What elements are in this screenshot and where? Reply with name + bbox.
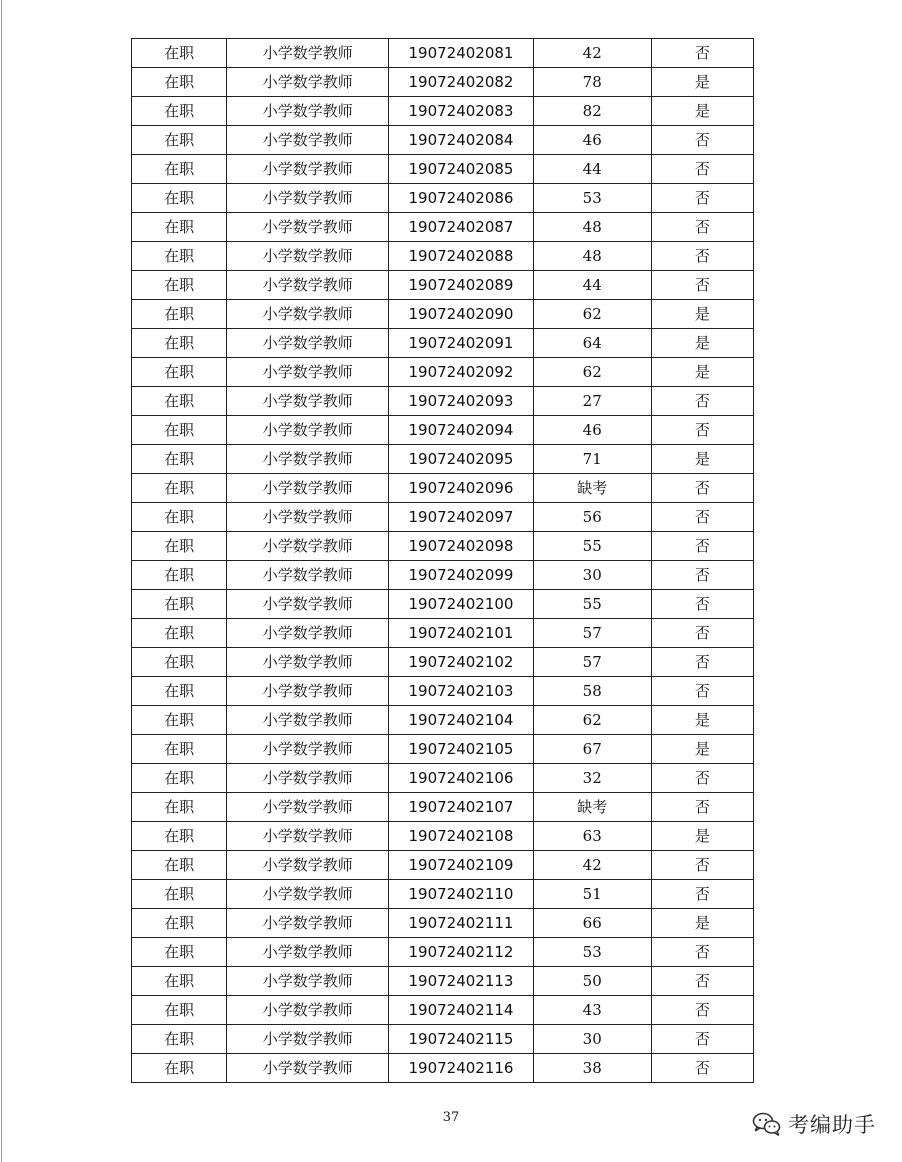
table-row <box>132 880 754 909</box>
watermark-text: 考编助手 <box>788 1113 876 1137</box>
score-cell: 63 <box>533 822 651 851</box>
qualified-cell: 否 <box>651 590 753 619</box>
qualified-cell: 否 <box>651 648 753 677</box>
score-cell: 67 <box>533 735 651 764</box>
score-cell: 53 <box>533 938 651 967</box>
post-cell: 小学数学教师 <box>227 938 389 967</box>
post-cell: 小学数学教师 <box>227 880 389 909</box>
qualified-cell: 是 <box>651 300 753 329</box>
table-row <box>132 793 754 822</box>
post-cell: 小学数学教师 <box>227 329 389 358</box>
score-cell: 缺考 <box>533 793 651 822</box>
post-cell: 小学数学教师 <box>227 503 389 532</box>
qualified-cell: 否 <box>651 474 753 503</box>
candidate-id-cell: 19072402085 <box>389 155 533 184</box>
post-cell: 小学数学教师 <box>227 793 389 822</box>
candidate-id-cell: 19072402107 <box>389 793 533 822</box>
score-cell: 62 <box>533 300 651 329</box>
score-cell: 48 <box>533 213 651 242</box>
candidate-id-cell: 19072402082 <box>389 68 533 97</box>
table-row <box>132 416 754 445</box>
candidate-id-cell: 19072402103 <box>389 677 533 706</box>
table-row <box>132 822 754 851</box>
candidate-id-cell: 19072402100 <box>389 590 533 619</box>
page-number: 37 <box>442 1110 460 1125</box>
status-cell: 在职 <box>132 619 227 648</box>
score-cell: 64 <box>533 329 651 358</box>
watermark <box>752 1106 876 1142</box>
wechat-icon <box>752 1111 782 1137</box>
post-cell: 小学数学教师 <box>227 68 389 97</box>
status-cell: 在职 <box>132 416 227 445</box>
qualified-cell: 否 <box>651 996 753 1025</box>
status-cell: 在职 <box>132 358 227 387</box>
qualified-cell: 是 <box>651 909 753 938</box>
post-cell: 小学数学教师 <box>227 909 389 938</box>
table-row <box>132 532 754 561</box>
qualified-cell: 是 <box>651 358 753 387</box>
table-row <box>132 503 754 532</box>
qualified-cell: 否 <box>651 1025 753 1054</box>
table-row <box>132 242 754 271</box>
post-cell: 小学数学教师 <box>227 358 389 387</box>
score-cell: 55 <box>533 590 651 619</box>
table-body <box>132 39 754 1083</box>
score-cell: 32 <box>533 764 651 793</box>
status-cell: 在职 <box>132 938 227 967</box>
score-cell: 30 <box>533 1025 651 1054</box>
table-row <box>132 996 754 1025</box>
qualified-cell: 否 <box>651 793 753 822</box>
candidate-id-cell: 19072402094 <box>389 416 533 445</box>
candidate-id-cell: 19072402088 <box>389 242 533 271</box>
table-row <box>132 590 754 619</box>
post-cell: 小学数学教师 <box>227 590 389 619</box>
status-cell: 在职 <box>132 271 227 300</box>
qualified-cell: 否 <box>651 880 753 909</box>
post-cell: 小学数学教师 <box>227 300 389 329</box>
status-cell: 在职 <box>132 68 227 97</box>
qualified-cell: 否 <box>651 184 753 213</box>
qualified-cell: 否 <box>651 851 753 880</box>
score-cell: 56 <box>533 503 651 532</box>
score-cell: 58 <box>533 677 651 706</box>
score-cell: 27 <box>533 387 651 416</box>
table-row <box>132 39 754 68</box>
candidate-id-cell: 19072402105 <box>389 735 533 764</box>
status-cell: 在职 <box>132 242 227 271</box>
status-cell: 在职 <box>132 648 227 677</box>
status-cell: 在职 <box>132 503 227 532</box>
candidate-id-cell: 19072402097 <box>389 503 533 532</box>
score-cell: 55 <box>533 532 651 561</box>
table-row <box>132 387 754 416</box>
table-row <box>132 648 754 677</box>
status-cell: 在职 <box>132 445 227 474</box>
table-row <box>132 735 754 764</box>
status-cell: 在职 <box>132 97 227 126</box>
status-cell: 在职 <box>132 126 227 155</box>
candidate-id-cell: 19072402112 <box>389 938 533 967</box>
qualified-cell: 是 <box>651 735 753 764</box>
candidate-id-cell: 19072402111 <box>389 909 533 938</box>
status-cell: 在职 <box>132 706 227 735</box>
candidate-id-cell: 19072402101 <box>389 619 533 648</box>
candidate-id-cell: 19072402104 <box>389 706 533 735</box>
post-cell: 小学数学教师 <box>227 1025 389 1054</box>
status-cell: 在职 <box>132 184 227 213</box>
score-cell: 42 <box>533 851 651 880</box>
status-cell: 在职 <box>132 1025 227 1054</box>
post-cell: 小学数学教师 <box>227 561 389 590</box>
status-cell: 在职 <box>132 300 227 329</box>
status-cell: 在职 <box>132 822 227 851</box>
candidate-id-cell: 19072402087 <box>389 213 533 242</box>
score-cell: 46 <box>533 126 651 155</box>
score-cell: 51 <box>533 880 651 909</box>
score-cell: 44 <box>533 271 651 300</box>
qualified-cell: 否 <box>651 532 753 561</box>
qualified-cell: 否 <box>651 503 753 532</box>
candidate-id-cell: 19072402093 <box>389 387 533 416</box>
candidate-id-cell: 19072402110 <box>389 880 533 909</box>
qualified-cell: 是 <box>651 68 753 97</box>
status-cell: 在职 <box>132 909 227 938</box>
status-cell: 在职 <box>132 793 227 822</box>
candidate-id-cell: 19072402095 <box>389 445 533 474</box>
candidate-id-cell: 19072402086 <box>389 184 533 213</box>
qualified-cell: 否 <box>651 561 753 590</box>
post-cell: 小学数学教师 <box>227 735 389 764</box>
post-cell: 小学数学教师 <box>227 213 389 242</box>
post-cell: 小学数学教师 <box>227 155 389 184</box>
candidate-id-cell: 19072402098 <box>389 532 533 561</box>
candidate-id-cell: 19072402099 <box>389 561 533 590</box>
status-cell: 在职 <box>132 213 227 242</box>
table-row <box>132 851 754 880</box>
candidate-id-cell: 19072402084 <box>389 126 533 155</box>
status-cell: 在职 <box>132 735 227 764</box>
post-cell: 小学数学教师 <box>227 851 389 880</box>
score-cell: 42 <box>533 39 651 68</box>
status-cell: 在职 <box>132 590 227 619</box>
status-cell: 在职 <box>132 329 227 358</box>
post-cell: 小学数学教师 <box>227 1054 389 1083</box>
table-row <box>132 706 754 735</box>
score-cell: 82 <box>533 97 651 126</box>
status-cell: 在职 <box>132 387 227 416</box>
qualified-cell: 否 <box>651 39 753 68</box>
post-cell: 小学数学教师 <box>227 822 389 851</box>
candidate-id-cell: 19072402092 <box>389 358 533 387</box>
score-cell: 50 <box>533 967 651 996</box>
candidate-id-cell: 19072402083 <box>389 97 533 126</box>
table-row <box>132 126 754 155</box>
score-cell: 缺考 <box>533 474 651 503</box>
qualified-cell: 是 <box>651 822 753 851</box>
qualified-cell: 否 <box>651 155 753 184</box>
table-row <box>132 300 754 329</box>
post-cell: 小学数学教师 <box>227 387 389 416</box>
status-cell: 在职 <box>132 764 227 793</box>
candidate-id-cell: 19072402109 <box>389 851 533 880</box>
table-row <box>132 184 754 213</box>
table-row <box>132 764 754 793</box>
candidate-id-cell: 19072402116 <box>389 1054 533 1083</box>
table-row <box>132 155 754 184</box>
qualified-cell: 否 <box>651 967 753 996</box>
candidate-id-cell: 19072402115 <box>389 1025 533 1054</box>
score-cell: 62 <box>533 706 651 735</box>
status-cell: 在职 <box>132 967 227 996</box>
qualified-cell: 否 <box>651 764 753 793</box>
status-cell: 在职 <box>132 561 227 590</box>
candidate-id-cell: 19072402114 <box>389 996 533 1025</box>
qualified-cell: 否 <box>651 242 753 271</box>
qualified-cell: 否 <box>651 677 753 706</box>
qualified-cell: 否 <box>651 1054 753 1083</box>
table-row <box>132 97 754 126</box>
score-cell: 30 <box>533 561 651 590</box>
status-cell: 在职 <box>132 677 227 706</box>
table-row <box>132 967 754 996</box>
score-cell: 57 <box>533 648 651 677</box>
table-row <box>132 677 754 706</box>
post-cell: 小学数学教师 <box>227 97 389 126</box>
status-cell: 在职 <box>132 532 227 561</box>
score-table <box>131 38 754 1083</box>
table-row <box>132 68 754 97</box>
table-row <box>132 445 754 474</box>
candidate-id-cell: 19072402102 <box>389 648 533 677</box>
candidate-id-cell: 19072402113 <box>389 967 533 996</box>
table-row <box>132 561 754 590</box>
score-cell: 43 <box>533 996 651 1025</box>
post-cell: 小学数学教师 <box>227 474 389 503</box>
qualified-cell: 否 <box>651 126 753 155</box>
post-cell: 小学数学教师 <box>227 677 389 706</box>
status-cell: 在职 <box>132 155 227 184</box>
qualified-cell: 否 <box>651 271 753 300</box>
candidate-id-cell: 19072402106 <box>389 764 533 793</box>
post-cell: 小学数学教师 <box>227 416 389 445</box>
score-cell: 57 <box>533 619 651 648</box>
post-cell: 小学数学教师 <box>227 764 389 793</box>
post-cell: 小学数学教师 <box>227 619 389 648</box>
post-cell: 小学数学教师 <box>227 184 389 213</box>
table-row <box>132 329 754 358</box>
score-cell: 46 <box>533 416 651 445</box>
qualified-cell: 是 <box>651 445 753 474</box>
post-cell: 小学数学教师 <box>227 126 389 155</box>
table-row <box>132 619 754 648</box>
post-cell: 小学数学教师 <box>227 532 389 561</box>
qualified-cell: 否 <box>651 387 753 416</box>
post-cell: 小学数学教师 <box>227 706 389 735</box>
score-cell: 78 <box>533 68 651 97</box>
post-cell: 小学数学教师 <box>227 967 389 996</box>
status-cell: 在职 <box>132 1054 227 1083</box>
table-row <box>132 1025 754 1054</box>
table-row <box>132 213 754 242</box>
candidate-id-cell: 19072402096 <box>389 474 533 503</box>
post-cell: 小学数学教师 <box>227 445 389 474</box>
status-cell: 在职 <box>132 851 227 880</box>
page-edge <box>1 0 2 1162</box>
qualified-cell: 是 <box>651 706 753 735</box>
qualified-cell: 否 <box>651 213 753 242</box>
candidate-id-cell: 19072402091 <box>389 329 533 358</box>
score-cell: 62 <box>533 358 651 387</box>
status-cell: 在职 <box>132 996 227 1025</box>
candidate-id-cell: 19072402108 <box>389 822 533 851</box>
table-row <box>132 938 754 967</box>
qualified-cell: 否 <box>651 416 753 445</box>
post-cell: 小学数学教师 <box>227 242 389 271</box>
post-cell: 小学数学教师 <box>227 39 389 68</box>
post-cell: 小学数学教师 <box>227 648 389 677</box>
table-row <box>132 474 754 503</box>
score-cell: 44 <box>533 155 651 184</box>
table-row <box>132 909 754 938</box>
candidate-id-cell: 19072402090 <box>389 300 533 329</box>
table-row <box>132 271 754 300</box>
status-cell: 在职 <box>132 880 227 909</box>
table-row <box>132 1054 754 1083</box>
candidate-id-cell: 19072402089 <box>389 271 533 300</box>
score-cell: 38 <box>533 1054 651 1083</box>
score-cell: 71 <box>533 445 651 474</box>
qualified-cell: 是 <box>651 97 753 126</box>
qualified-cell: 是 <box>651 329 753 358</box>
post-cell: 小学数学教师 <box>227 996 389 1025</box>
score-cell: 48 <box>533 242 651 271</box>
score-cell: 66 <box>533 909 651 938</box>
table-row <box>132 358 754 387</box>
status-cell: 在职 <box>132 474 227 503</box>
qualified-cell: 否 <box>651 619 753 648</box>
qualified-cell: 否 <box>651 938 753 967</box>
score-cell: 53 <box>533 184 651 213</box>
status-cell: 在职 <box>132 39 227 68</box>
post-cell: 小学数学教师 <box>227 271 389 300</box>
candidate-id-cell: 19072402081 <box>389 39 533 68</box>
